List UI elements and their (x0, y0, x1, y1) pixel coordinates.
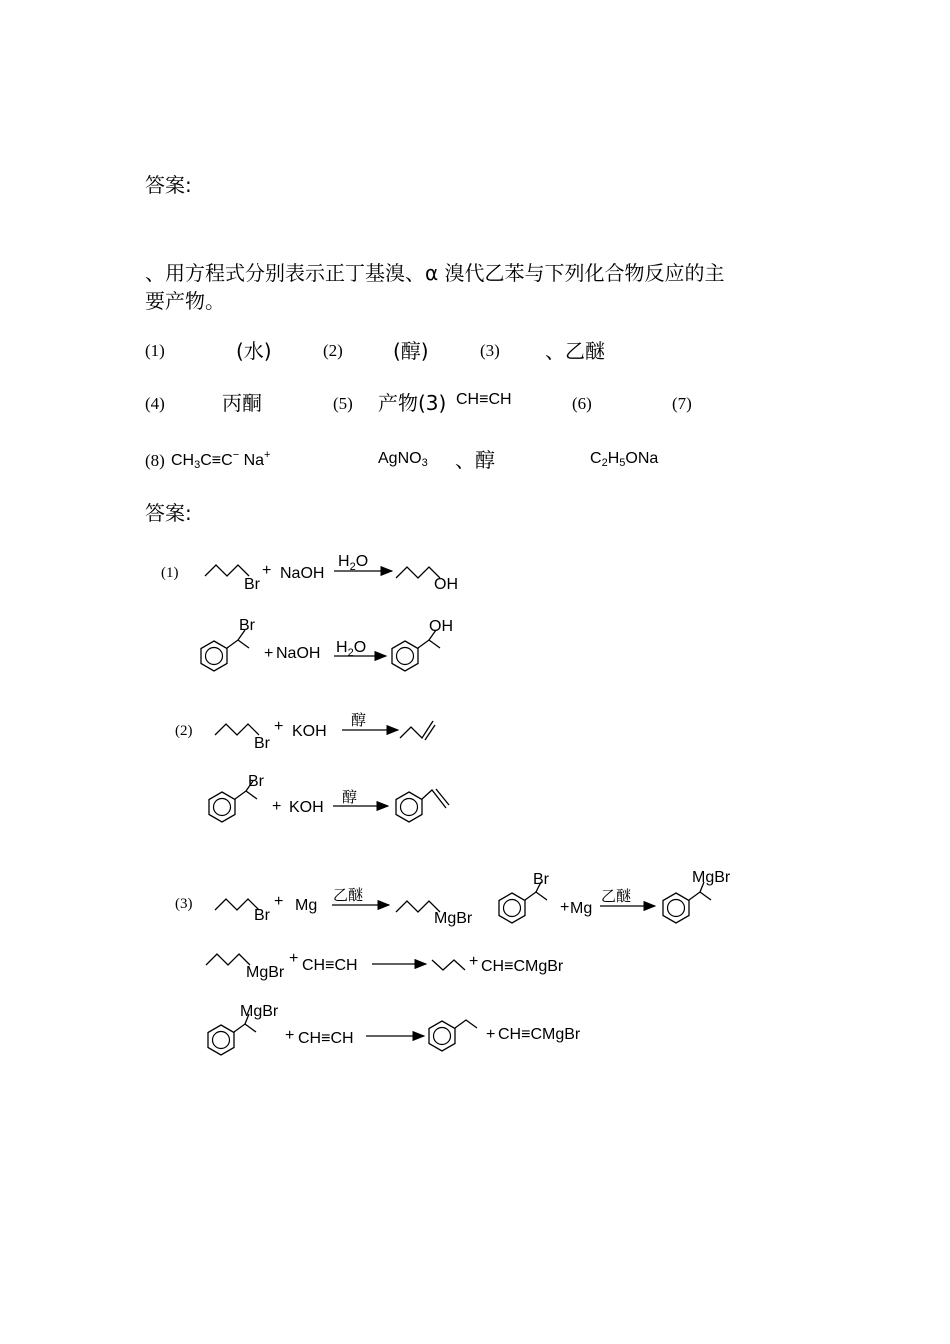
ether-label: 乙醚 (333, 886, 364, 904)
mgbr-label: MgBr (246, 964, 285, 981)
mgbr-label: MgBr (692, 869, 731, 886)
hydroxyl-label: OH (429, 618, 453, 635)
bromine-label: Br (244, 576, 260, 593)
step-label-2: (2) (175, 723, 193, 739)
butane (432, 960, 465, 970)
reagent-1-text: (水) (236, 339, 272, 363)
water-label: $H_2O$ (336, 639, 367, 659)
plus-sign: + (486, 1026, 496, 1043)
reagent-4-number: (4) (145, 394, 165, 413)
benzene-ring (499, 893, 525, 923)
reagent-7-number: (7) (672, 394, 692, 413)
question-line-1: 、用方程式分别表示正丁基溴、α 溴代乙苯与下列化合物反应的主 (145, 261, 725, 285)
benzene-ring (396, 792, 422, 822)
step-label-1: (1) (161, 565, 179, 581)
alcohol-label: 醇 (351, 711, 367, 729)
butyl-chain (215, 899, 259, 910)
acetylene-label: CH≡CH (302, 957, 358, 974)
answer-label: 答案: (145, 501, 192, 525)
benzene-ring (429, 1021, 455, 1051)
reagent-1-number: (1) (145, 341, 165, 360)
benzene-ring (392, 641, 418, 671)
reagent-4-text: 丙酮 (222, 391, 262, 415)
plus-sign: + (264, 645, 274, 662)
magnesium-label: Mg (295, 897, 318, 914)
acetylene-label: CH≡CH (298, 1030, 354, 1047)
reagent-2-number: (2) (323, 341, 343, 360)
reagent-3-text: 、乙醚 (545, 339, 605, 363)
benzene-ring (209, 792, 235, 822)
koh-label: KOH (289, 799, 324, 816)
alcohol-label: 醇 (342, 788, 358, 806)
mgbr-label: MgBr (240, 1003, 279, 1020)
bromine-label: Br (254, 907, 270, 924)
koh-label: KOH (292, 723, 327, 740)
answer-label: 答案: (145, 173, 192, 197)
reagent-2-text: (醇) (393, 339, 429, 363)
plus-sign: + (560, 899, 570, 916)
acetylide-label: CH≡CMgBr (481, 958, 564, 975)
acetylide-label: CH≡CMgBr (498, 1026, 581, 1043)
plus-sign: + (262, 562, 272, 579)
magnesium-label: Mg (570, 900, 593, 917)
plus-sign: + (469, 953, 479, 970)
reagent-6-number: (6) (572, 394, 592, 413)
reagent-alcohol: 、醇 (455, 448, 495, 472)
mgbr-label: MgBr (434, 910, 473, 927)
plus-sign: + (274, 893, 284, 910)
question-line-2: 要产物。 (145, 289, 225, 313)
benzene-ring (208, 1025, 234, 1055)
bromine-label: Br (248, 773, 264, 790)
benzene-ring (201, 641, 227, 671)
hydroxyl-label: OH (434, 576, 458, 593)
reagent-5-number: (5) (333, 394, 353, 413)
reagent-ethoxide: $C_2H_5ONa$ (590, 450, 659, 469)
reagent-acetylene: CH≡CH (456, 391, 512, 408)
plus-sign: + (285, 1027, 295, 1044)
bromine-label: Br (533, 871, 549, 888)
plus-sign: + (272, 798, 282, 815)
reagent-silver-nitrate: AgNO$_3$ (378, 450, 428, 469)
butyl-chain (215, 724, 259, 735)
plus-sign: + (289, 950, 299, 967)
benzene-ring (663, 893, 689, 923)
reagent-propynide: $CH_3C\equiv C^-$ Na+ (171, 449, 271, 471)
step-label-3: (3) (175, 896, 193, 912)
butyl-chain (205, 565, 249, 576)
butyl-grignard-chain (206, 954, 250, 965)
water-label: $H_2O$ (338, 553, 369, 573)
reagent-3-number: (3) (480, 341, 500, 360)
ether-label: 乙醚 (601, 887, 632, 905)
naoh-label: NaOH (276, 645, 321, 662)
naoh-label: NaOH (280, 565, 325, 582)
reagent-8-number: (8) (145, 451, 165, 470)
ethyl-branch (227, 640, 249, 648)
bromine-label: Br (239, 617, 255, 634)
bromine-label: Br (254, 735, 270, 752)
reagent-5-text: 产物(3) (378, 391, 447, 415)
plus-sign: + (274, 718, 284, 735)
